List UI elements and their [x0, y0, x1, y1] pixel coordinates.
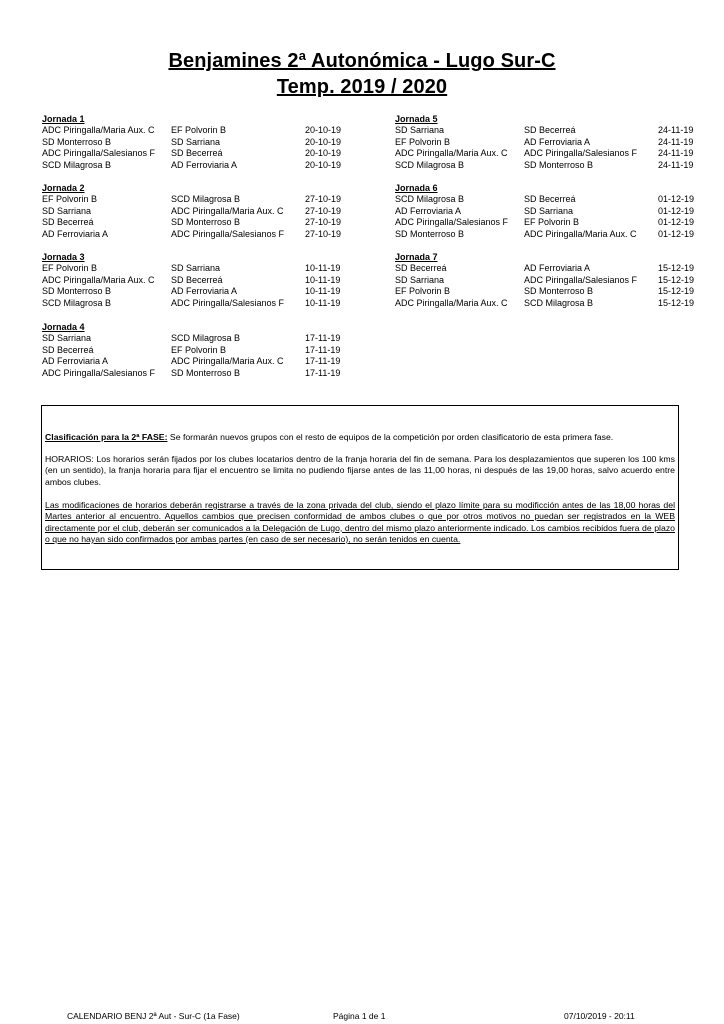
match-row	[42, 263, 352, 274]
match-date: 27-10-19	[305, 217, 342, 228]
clasificacion-text: Se formarán nuevos grupos con el resto de equipos de la competición por orden clasificatorio de esta primera fase.	[167, 432, 614, 442]
match-date: 01-12-19	[658, 205, 695, 216]
clasificacion-label: Clasificación para la 2ª FASE:	[45, 432, 168, 442]
away-team: SD Becerreá	[171, 274, 223, 285]
away-team: ADC Piringalla/Maria Aux. C	[524, 228, 637, 239]
match-row	[42, 137, 352, 148]
match-row	[42, 148, 352, 159]
home-team: SD Monterroso B	[42, 286, 112, 297]
match-row	[395, 229, 705, 240]
home-team: EF Polvorin B	[42, 194, 98, 205]
match-date: 10-11-19	[305, 263, 341, 274]
match-date: 27-10-19	[305, 228, 342, 239]
clasificacion-paragraph	[45, 432, 675, 443]
home-team: SD Sarriana	[42, 333, 92, 344]
match-row	[42, 356, 352, 367]
match-date: 20-10-19	[305, 136, 342, 147]
home-team: EF Polvorin B	[395, 286, 451, 297]
home-team: SD Monterroso B	[42, 136, 112, 147]
jornada-block	[42, 183, 352, 240]
match-row	[42, 125, 352, 136]
home-team: AD Ferroviaria A	[42, 228, 109, 239]
jornada-title: Jornada 5	[395, 114, 438, 124]
match-row	[395, 275, 705, 286]
away-team: SD Sarriana	[171, 136, 221, 147]
match-row	[395, 194, 705, 205]
match-row	[42, 298, 352, 309]
match-date: 17-11-19	[305, 356, 341, 367]
match-row	[395, 263, 705, 274]
match-row	[395, 298, 705, 309]
jornada-title: Jornada 2	[42, 183, 85, 193]
match-row	[42, 345, 352, 356]
match-date: 01-12-19	[658, 194, 695, 205]
away-team: SD Becerreá	[524, 125, 576, 136]
away-team: ADC Piringalla/Salesianos F	[524, 148, 638, 159]
home-team: SCD Milagrosa B	[42, 159, 112, 170]
info-box	[41, 405, 679, 570]
match-date: 17-11-19	[305, 367, 341, 378]
season-title: Temp. 2019 / 2020	[276, 76, 448, 98]
home-team: AD Ferroviaria A	[395, 205, 462, 216]
match-date: 15-12-19	[658, 274, 695, 285]
away-team: SD Becerreá	[171, 148, 223, 159]
match-row	[42, 206, 352, 217]
home-team: SCD Milagrosa B	[395, 194, 465, 205]
match-row	[395, 137, 705, 148]
home-team: SD Sarriana	[395, 274, 445, 285]
jornada-title: Jornada 3	[42, 252, 85, 262]
footer-page-number: Página 1 de 1	[333, 1011, 386, 1021]
away-team: ADC Piringalla/Salesianos F	[171, 297, 285, 308]
jornada-title: Jornada 4	[42, 322, 85, 332]
match-row	[42, 333, 352, 344]
home-team: EF Polvorin B	[395, 136, 451, 147]
match-date: 01-12-19	[658, 217, 695, 228]
home-team: ADC Piringalla/Salesianos F	[395, 217, 509, 228]
match-date: 20-10-19	[305, 159, 342, 170]
jornada-title: Jornada 1	[42, 114, 85, 124]
match-date: 10-11-19	[305, 286, 341, 297]
match-row	[42, 286, 352, 297]
match-row	[42, 217, 352, 228]
away-team: SD Monterroso B	[171, 367, 241, 378]
away-team: AD Ferroviaria A	[171, 286, 238, 297]
match-date: 17-11-19	[305, 333, 341, 344]
home-team: EF Polvorin B	[42, 263, 98, 274]
away-team: AD Ferroviaria A	[171, 159, 238, 170]
match-date: 15-12-19	[658, 263, 695, 274]
match-row	[395, 148, 705, 159]
match-date: 10-11-19	[305, 297, 341, 308]
home-team: AD Ferroviaria A	[42, 356, 109, 367]
match-date: 01-12-19	[658, 228, 695, 239]
match-row	[42, 368, 352, 379]
jornada-block	[395, 183, 705, 240]
home-team: SD Sarriana	[42, 205, 92, 216]
away-team: EF Polvorin B	[524, 217, 580, 228]
home-team: SCD Milagrosa B	[42, 297, 112, 308]
match-date: 20-10-19	[305, 125, 342, 136]
match-row	[395, 217, 705, 228]
jornada-title: Jornada 6	[395, 183, 438, 193]
match-date: 24-11-19	[658, 148, 694, 159]
away-team: SCD Milagrosa B	[171, 194, 241, 205]
home-team: SD Becerreá	[42, 344, 94, 355]
match-date: 24-11-19	[658, 136, 694, 147]
match-date: 24-11-19	[658, 125, 694, 136]
away-team: AD Ferroviaria A	[524, 136, 591, 147]
away-team: SD Monterroso B	[524, 159, 594, 170]
home-team: ADC Piringalla/Maria Aux. C	[42, 274, 155, 285]
footer-document-name: CALENDARIO BENJ 2ª Aut - Sur-C (1a Fase)	[67, 1011, 240, 1021]
away-team: SCD Milagrosa B	[171, 333, 241, 344]
modificaciones-paragraph: Las modificaciones de horarios deberán registrarse a través de la zona privada del club, siendo el plazo límite para su modificción antes de las 18,00 horas del Martes anterior al encuentro. Aquellos cambios que precisen conformidad de ambos clubes o que por otros motivos no puedan ser registrados en la WEB directamente por el club, deberán ser comunicados a la Delegación de Lugo, dentro del mismo plazo anteriormente indicado. Los cambios recibidos fuera de plazo o que no hayan sido confirmados por ambas partes (en caso de ser necesario), no serán tenidos en cuenta.	[45, 500, 675, 544]
home-team: SD Monterroso B	[395, 228, 465, 239]
match-row	[395, 125, 705, 136]
match-row	[42, 160, 352, 171]
away-team: EF Polvorin B	[171, 125, 227, 136]
away-team: SD Sarriana	[171, 263, 221, 274]
jornada-block	[395, 252, 705, 309]
match-date: 20-10-19	[305, 148, 342, 159]
home-team: SD Becerreá	[42, 217, 94, 228]
away-team: SD Monterroso B	[524, 286, 594, 297]
away-team: AD Ferroviaria A	[524, 263, 591, 274]
away-team: SD Becerreá	[524, 194, 576, 205]
away-team: ADC Piringalla/Salesianos F	[171, 228, 285, 239]
away-team: ADC Piringalla/Maria Aux. C	[171, 356, 284, 367]
home-team: SCD Milagrosa B	[395, 159, 465, 170]
away-team: EF Polvorin B	[171, 344, 227, 355]
home-team: SD Becerreá	[395, 263, 447, 274]
match-date: 17-11-19	[305, 344, 341, 355]
home-team: ADC Piringalla/Maria Aux. C	[42, 125, 155, 136]
away-team: ADC Piringalla/Salesianos F	[524, 274, 638, 285]
match-row	[395, 160, 705, 171]
home-team: ADC Piringalla/Salesianos F	[42, 148, 156, 159]
home-team: ADC Piringalla/Salesianos F	[42, 367, 156, 378]
jornada-block	[395, 114, 705, 171]
away-team: ADC Piringalla/Maria Aux. C	[171, 205, 284, 216]
jornada-block	[42, 252, 352, 309]
jornada-block	[42, 322, 352, 379]
page-title: Benjamines 2ª Autonómica - Lugo Sur-C	[168, 50, 556, 72]
match-row	[42, 275, 352, 286]
match-date: 10-11-19	[305, 274, 341, 285]
horarios-paragraph: HORARIOS: Los horarios serán fijados por los clubes locatarios dentro de la franja horaria del fin de semana. Para los desplazamientos que superen los 100 kms (en un sentido), la franja horaria para fijar el encuentro se limita no pudiendo fijarse antes de las 11,00 horas, ni después de las 19,00 horas, salvo acuerdo entre ambos clubes.	[45, 454, 675, 487]
home-team: ADC Piringalla/Maria Aux. C	[395, 148, 508, 159]
jornada-block	[42, 114, 352, 171]
home-team: ADC Piringalla/Maria Aux. C	[395, 297, 508, 308]
jornada-title: Jornada 7	[395, 252, 438, 262]
match-date: 27-10-19	[305, 194, 342, 205]
match-date: 15-12-19	[658, 286, 695, 297]
match-date: 15-12-19	[658, 297, 695, 308]
away-team: SD Sarriana	[524, 205, 574, 216]
match-date: 27-10-19	[305, 205, 342, 216]
home-team: SD Sarriana	[395, 125, 445, 136]
away-team: SCD Milagrosa B	[524, 297, 594, 308]
match-date: 24-11-19	[658, 159, 694, 170]
footer-timestamp: 07/10/2019 - 20:11	[564, 1011, 635, 1021]
match-row	[395, 206, 705, 217]
away-team: SD Monterroso B	[171, 217, 241, 228]
match-row	[42, 194, 352, 205]
match-row	[395, 286, 705, 297]
match-row	[42, 229, 352, 240]
